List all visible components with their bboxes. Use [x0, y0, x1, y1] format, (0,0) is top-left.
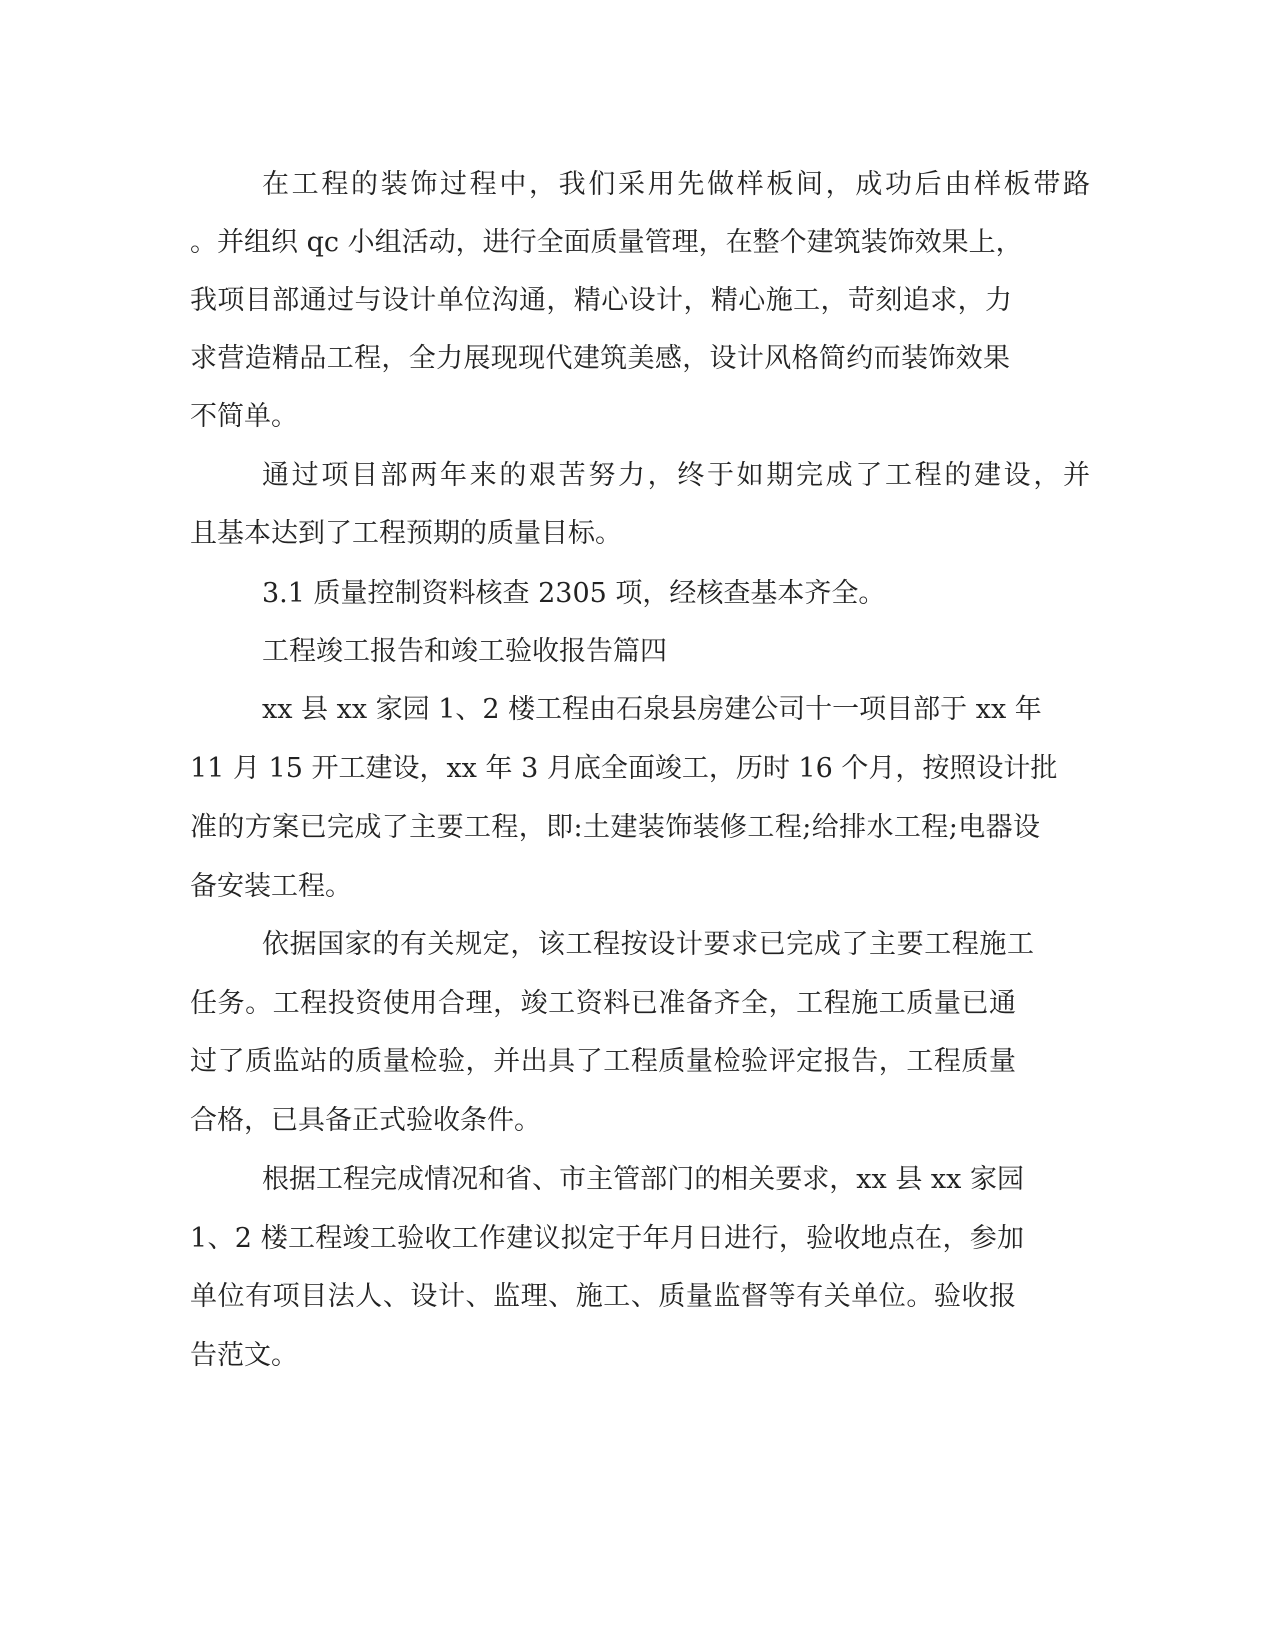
p7-line-3: 单位有项目法人、设计、监理、施工、质量监督等有关单位。验收报 — [190, 1281, 1016, 1312]
section-heading: 工程竣工报告和竣工验收报告篇四 — [262, 636, 667, 667]
p6-line-4: 合格，已具备正式验收条件。 — [190, 1105, 541, 1136]
p6-line-1: 依据国家的有关规定，该工程按设计要求已完成了主要工程施工 — [262, 929, 1034, 960]
p2-line-2: 且基本达到了工程预期的质量目标。 — [190, 518, 622, 549]
p7-line-1: 根据工程完成情况和省、市主管部门的相关要求，xx 县 xx 家园 — [262, 1164, 1024, 1195]
p1-line-5: 不简单。 — [190, 401, 298, 432]
p1-line-2: 。并组织 qc 小组活动，进行全面质量管理，在整个建筑装饰效果上， — [190, 227, 1023, 258]
p7-line-4: 告范文。 — [190, 1340, 298, 1371]
p1-line-3: 我项目部通过与设计单位沟通，精心设计，精心施工，苛刻追求，力 — [190, 285, 1012, 316]
p7-line-2: 1、2 楼工程竣工验收工作建议拟定于年月日进行，验收地点在，参加 — [190, 1223, 1024, 1254]
p1-line-4: 求营造精品工程，全力展现现代建筑美感，设计风格简约而装饰效果 — [190, 343, 1010, 374]
p5-line-3: 准的方案已完成了主要工程，即:土建装饰装修工程;给排水工程;电器设 — [190, 812, 1040, 843]
p5-line-2: 11 月 15 开工建设，xx 年 3 月底全面竣工，历时 16 个月，按照设计批 — [190, 753, 1058, 784]
p1-line-1: 在工程的装饰过程中，我们采用先做样板间，成功后由样板带路 — [262, 169, 1090, 200]
p6-line-3: 过了质监站的质量检验，并出具了工程质量检验评定报告，工程质量 — [190, 1046, 1016, 1077]
p2-line-1: 通过项目部两年来的艰苦努力，终于如期完成了工程的建设，并 — [262, 460, 1090, 491]
p6-line-2: 任务。工程投资使用合理，竣工资料已准备齐全，工程施工质量已通 — [190, 988, 1016, 1019]
p5-line-1: xx 县 xx 家园 1、2 楼工程由石泉县房建公司十一项目部于 xx 年 — [262, 694, 1042, 725]
p3-line-1: 3.1 质量控制资料核查 2305 项，经核查基本齐全。 — [262, 578, 886, 609]
p5-line-4: 备安装工程。 — [190, 871, 352, 902]
